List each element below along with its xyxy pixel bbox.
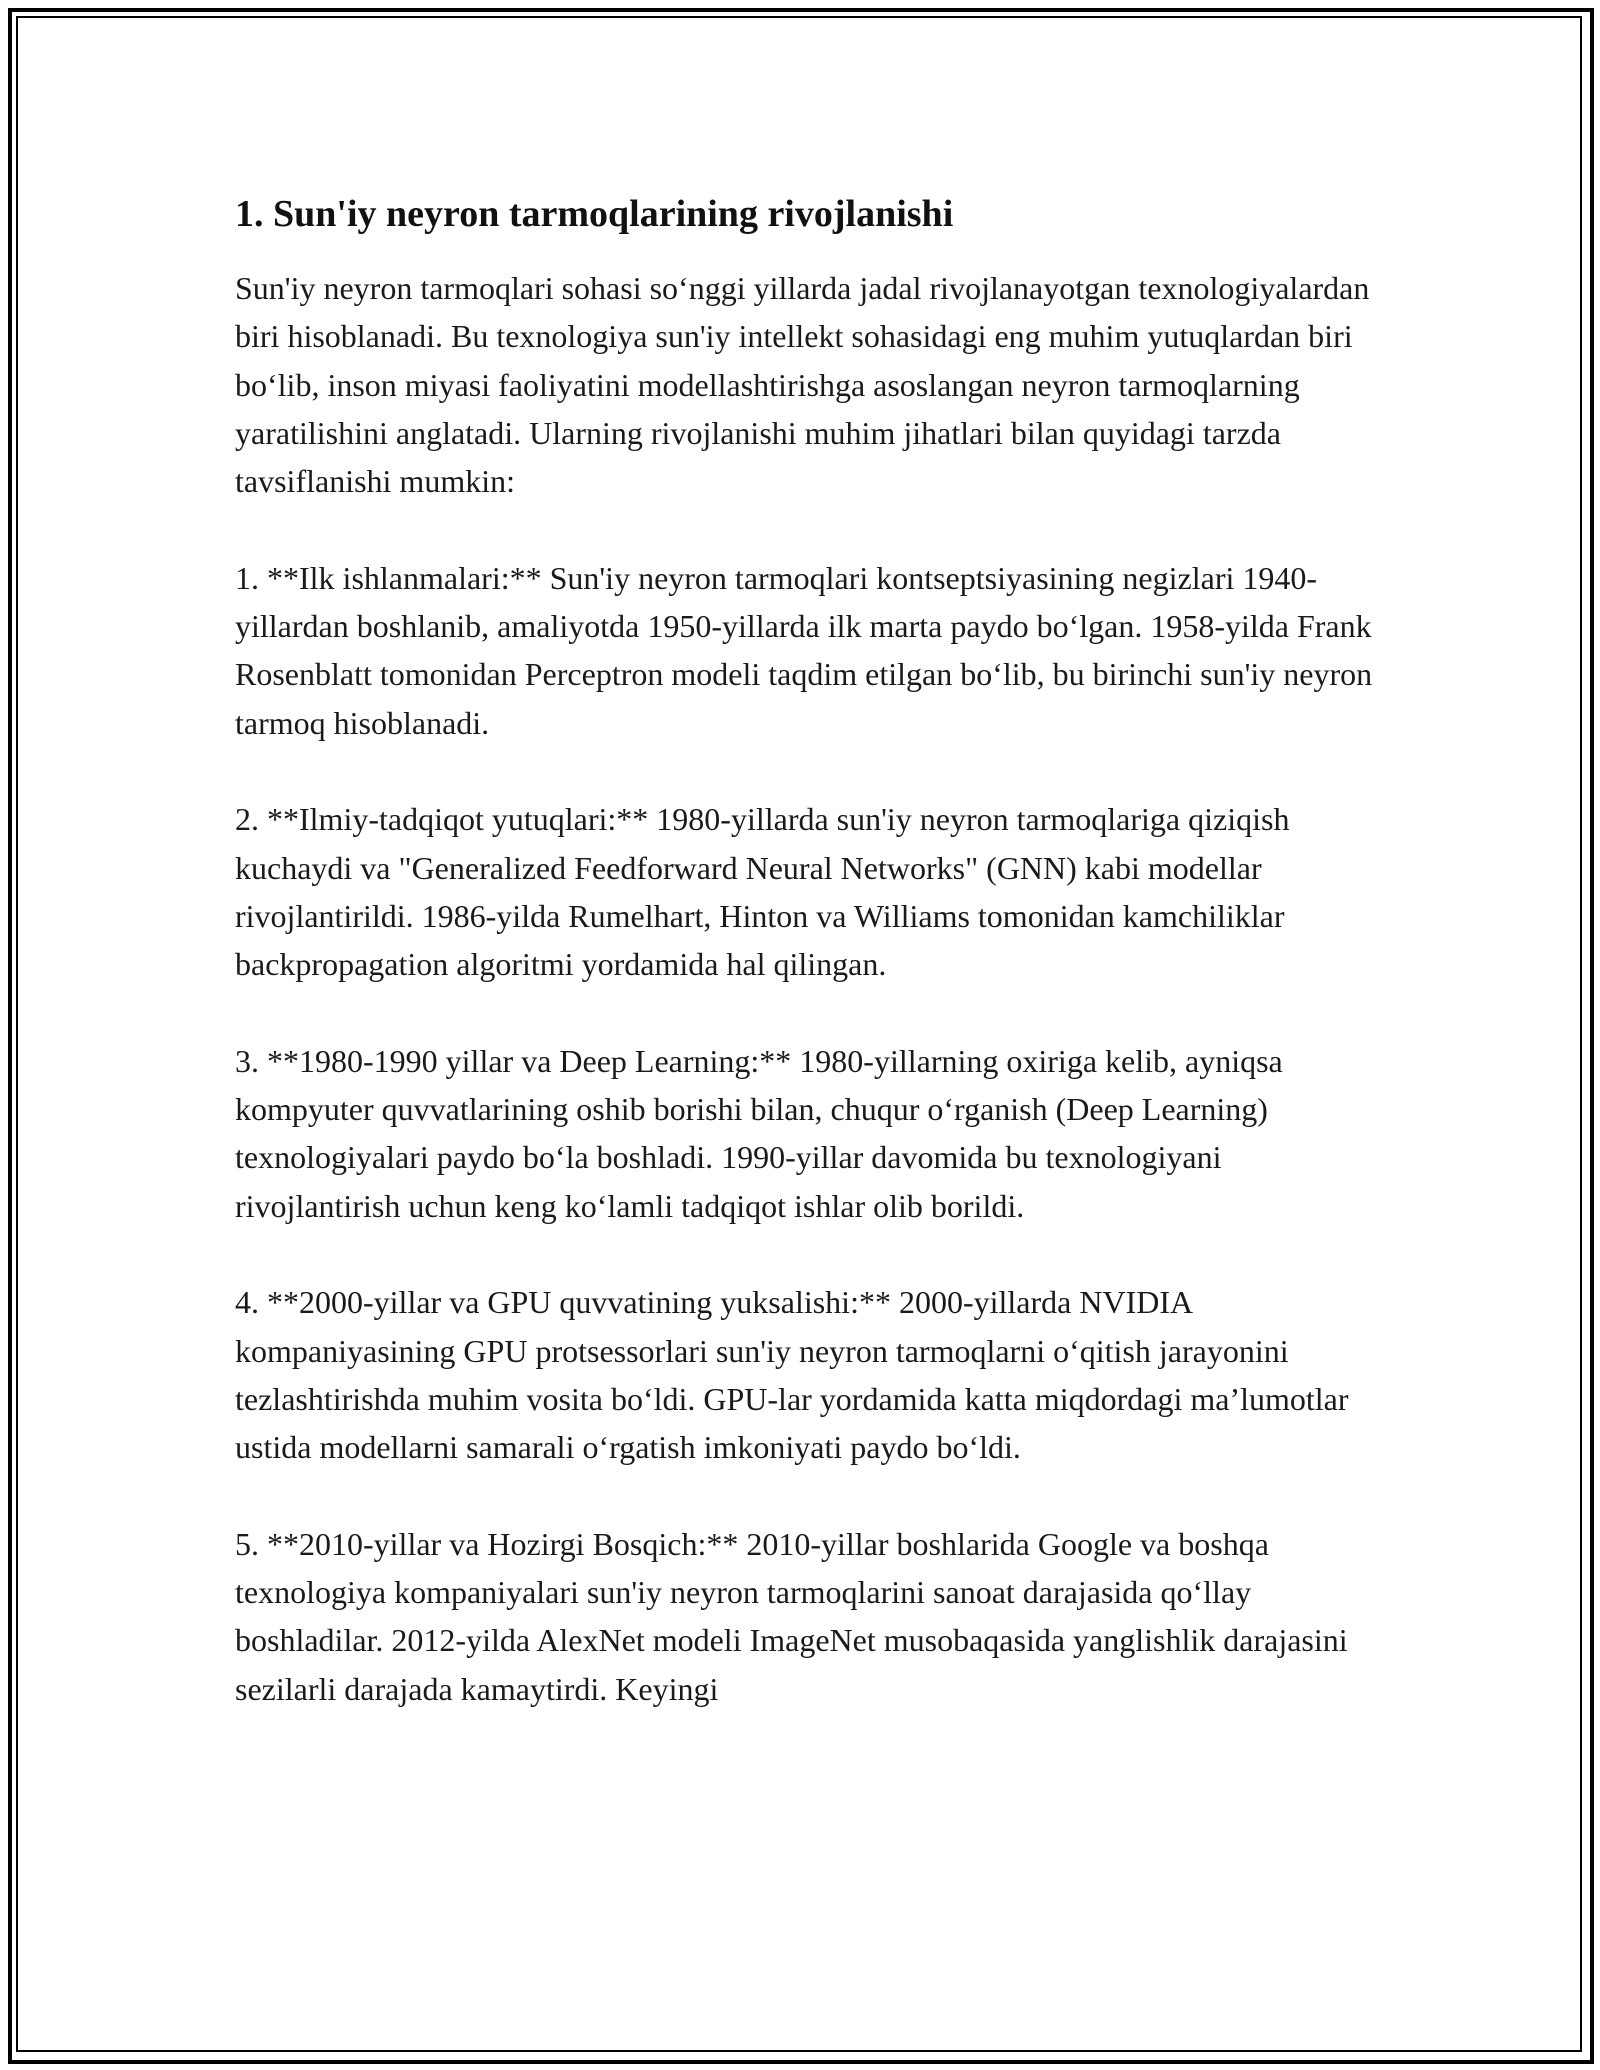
list-item-current-stage: 5. **2010-yillar va Hozirgi Bosqich:** 2010-yillar boshlarida Google va boshqa texnologiya kompaniyalari sun'iy neyron tarmoqlarini sanoat darajasida qo‘llay boshladilar. 2012-yilda AlexNet modeli ImageNet musobaqasida yanglishlik darajasini sezilarli darajada kamaytirdi. Keyingi: [235, 1525, 1348, 1707]
intro-paragraph: Sun'iy neyron tarmoqlari sohasi so‘nggi yillarda jadal rivojlanayotgan texnologiyalardan biri hisoblanadi. Bu texnologiya sun'iy intellekt sohasidagi eng muhim yutuqlardan biri bo‘lib, inson miyasi faoliyatini modellashtirishga asoslangan neyron tarmoqlarning yaratilishini anglatadi. Ularning rivojlanishi muhim jihatlari bilan quyidagi tarzda tavsiflanishi mumkin:: [235, 270, 1370, 500]
document-body: [235, 186, 1375, 1713]
list-item-deep-learning: 3. **1980-1990 yillar va Deep Learning:** 1980-yillarning oxiriga kelib, ayniqsa kompyuter quvvatlarining oshib borishi bilan, chuqur o‘rganish (Deep Learning) texnologiyalari paydo bo‘la boshladi. 1990-yillar davomida bu texnologiyani rivojlantirish uchun keng ko‘lamli tadqiqot ishlar olib borildi.: [235, 1042, 1283, 1224]
list-item-gpu-power: 4. **2000-yillar va GPU quvvatining yuksalishi:** 2000-yillarda NVIDIA kompaniyasining GPU protsessorlari sun'iy neyron tarmoqlarni o‘qitish jarayonini tezlashtirishda muhim vosita bo‘ldi. GPU-lar yordamida katta miqdordagi ma’lumotlar ustida modellarni samarali o‘rgatish imkoniyati paydo bo‘ldi.: [235, 1284, 1349, 1466]
page-title: 1. Sun'iy neyron tarmoqlarining rivojlanishi: [235, 193, 954, 235]
list-item-early-developments: 1. **Ilk ishlanmalari:** Sun'iy neyron tarmoqlari kontseptsiyasining negizlari 1940-yillardan boshlanib, amaliyotda 1950-yillarda ilk marta paydo bo‘lgan. 1958-yilda Frank Rosenblatt tomonidan Perceptron modeli taqdim etilgan bo‘lib, bu birinchi sun'iy neyron tarmoq hisoblanadi.: [235, 559, 1373, 741]
list-item-research-achievements: 2. **Ilmiy-tadqiqot yutuqlari:** 1980-yillarda sun'iy neyron tarmoqlariga qiziqish kuchaydi va "Generalized Feedforward Neural Networks" (GNN) kabi modellar rivojlantirildi. 1986-yilda Rumelhart, Hinton va Williams tomonidan kamchiliklar backpropagation algoritmi yordamida hal qilingan.: [235, 801, 1290, 983]
